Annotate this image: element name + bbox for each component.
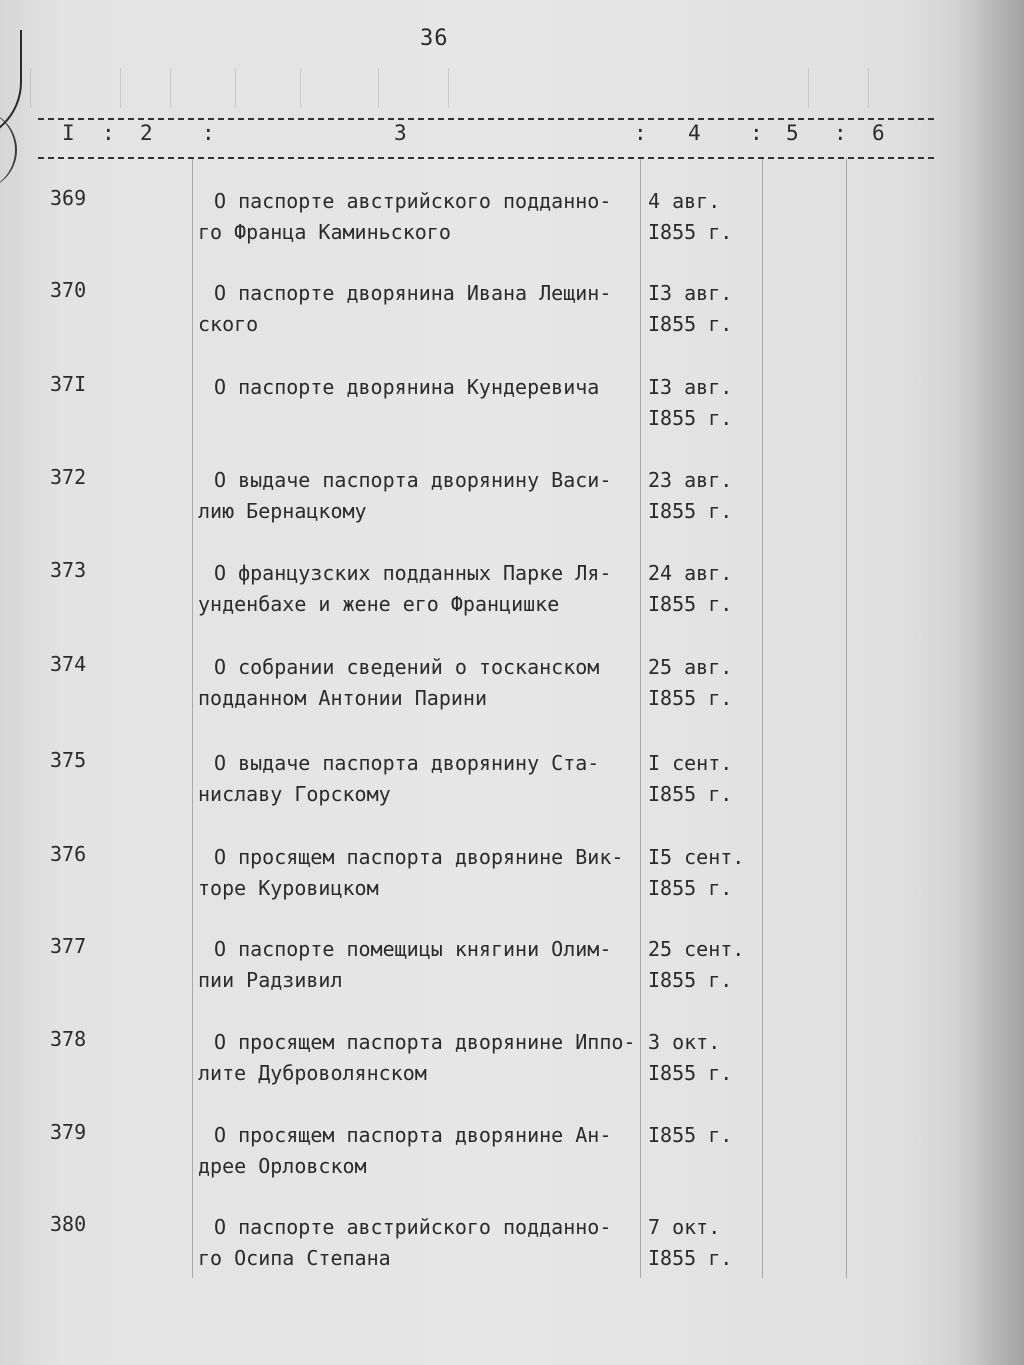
entry-description [198, 186, 648, 248]
entry-description [198, 934, 648, 996]
entry-description-line: подданном Антонии Парини [198, 686, 487, 710]
list-item [0, 1027, 1024, 1097]
entry-date-year: I855 г. [648, 499, 733, 523]
entry-date-year: I855 г. [648, 876, 733, 900]
entry-number: 376 [50, 842, 87, 866]
entry-date-day: I5 сент. [648, 845, 745, 869]
entry-description-line: ского [198, 312, 259, 336]
entry-date [648, 748, 758, 810]
entry-number: 375 [50, 748, 87, 772]
column-number: 2 [140, 121, 153, 145]
entry-date [648, 186, 758, 248]
entry-number: 380 [50, 1212, 87, 1236]
column-number: I [62, 121, 75, 145]
column-separator: : [102, 121, 115, 145]
entry-date [648, 934, 758, 996]
entry-number: 372 [50, 465, 87, 489]
entry-number: 369 [50, 186, 87, 210]
entry-description [198, 1027, 648, 1089]
entry-date-day: 3 окт. [648, 1030, 721, 1054]
entry-description-line: О выдаче паспорта дворянину Васи- [214, 468, 612, 492]
list-item [0, 652, 1024, 722]
entry-number: 377 [50, 934, 87, 958]
entry-date [648, 278, 758, 340]
list-item [0, 186, 1024, 256]
entry-number: 379 [50, 1120, 87, 1144]
list-item [0, 842, 1024, 912]
list-item [0, 934, 1024, 1004]
entry-date-year: I855 г. [648, 782, 733, 806]
column-separator: : [750, 121, 763, 145]
entry-date-day: 7 окт. [648, 1215, 721, 1239]
entry-date-year: I855 г. [648, 312, 733, 336]
column-number: 5 [786, 121, 799, 145]
column-separator: : [634, 121, 647, 145]
entry-description-line: О паспорте австрийского подданно- [214, 189, 612, 213]
entry-description-line: го Франца Каминьского [198, 220, 451, 244]
entry-description-line: торе Куровицком [198, 876, 379, 900]
entry-description [198, 842, 648, 904]
entry-date [648, 1212, 758, 1274]
entry-description-line: унденбахе и жене его Францишке [198, 592, 560, 616]
entry-date [648, 465, 758, 527]
entry-date-day: 24 авг. [648, 561, 733, 585]
entry-description [198, 278, 648, 340]
entry-date [648, 1120, 758, 1151]
entry-description [198, 652, 648, 714]
entry-description [198, 748, 648, 810]
list-item [0, 1120, 1024, 1190]
entry-date-day: 25 авг. [648, 655, 733, 679]
entry-date-day: 25 сент. [648, 937, 745, 961]
entry-description-line: О просящем паспорта дворянине Вик- [214, 845, 624, 869]
list-item [0, 465, 1024, 535]
entry-description-line: го Осипа Степана [198, 1246, 391, 1270]
entry-date-year: I855 г. [648, 1061, 733, 1085]
entry-date-year: I855 г. [648, 592, 733, 616]
entry-date [648, 842, 758, 904]
entry-date-day: I3 авг. [648, 281, 733, 305]
entry-date [648, 372, 758, 434]
list-item [0, 372, 1024, 442]
entry-description-line: пии Радзивил [198, 968, 343, 992]
entry-date-year: I855 г. [648, 968, 733, 992]
entry-number: 378 [50, 1027, 87, 1051]
entry-date-year: I855 г. [648, 686, 733, 710]
entry-description-line: О выдаче паспорта дворянину Ста- [214, 751, 600, 775]
entry-number: 370 [50, 278, 87, 302]
entry-date-day: 23 авг. [648, 468, 733, 492]
entry-date-day: I855 г. [648, 1123, 733, 1147]
entry-description-line: О паспорте дворянина Ивана Лещин- [214, 281, 612, 305]
entry-description-line: О паспорте помещицы княгини Олим- [214, 937, 612, 961]
list-item [0, 558, 1024, 628]
entry-date-year: I855 г. [648, 406, 733, 430]
entry-date-year: I855 г. [648, 220, 733, 244]
column-number: 6 [872, 121, 885, 145]
entry-description [198, 372, 648, 403]
entry-date-day: 4 авг. [648, 189, 721, 213]
column-separator: : [834, 121, 847, 145]
entry-description [198, 465, 648, 527]
list-item [0, 748, 1024, 818]
entry-date [648, 652, 758, 714]
entry-description-line: О французских подданных Парке Ля- [214, 561, 612, 585]
list-item [0, 1212, 1024, 1282]
entry-description-line: ниславу Горскому [198, 782, 391, 806]
entry-date [648, 1027, 758, 1089]
entry-description-line: О собрании сведений о тосканском [214, 655, 600, 679]
entry-description-line: О просящем паспорта дворянине Ан- [214, 1123, 612, 1147]
entry-date-day: I3 авг. [648, 375, 733, 399]
list-item [0, 278, 1024, 348]
entry-date-year: I855 г. [648, 1246, 733, 1270]
entry-description-line: дрее Орловском [198, 1154, 367, 1178]
entry-date [648, 558, 758, 620]
entry-number: 37I [50, 372, 87, 396]
entry-description [198, 1120, 648, 1182]
page-number: 36 [420, 26, 449, 51]
entry-description-line: лите Дуброволянском [198, 1061, 427, 1085]
entry-description-line: О паспорте австрийского подданно- [214, 1215, 612, 1239]
entry-description-line: лию Бернацкому [198, 499, 367, 523]
entry-number: 373 [50, 558, 87, 582]
entry-description-line: О паспорте дворянина Кундеревича [214, 375, 600, 399]
entry-description-line: О просящем паспорта дворянине Иппо- [214, 1030, 636, 1054]
entry-description [198, 1212, 648, 1274]
entry-number: 374 [50, 652, 87, 676]
column-number: 4 [688, 121, 701, 145]
entry-date-day: I сент. [648, 751, 733, 775]
entry-description [198, 558, 648, 620]
column-number: 3 [394, 121, 407, 145]
column-separator: : [202, 121, 215, 145]
